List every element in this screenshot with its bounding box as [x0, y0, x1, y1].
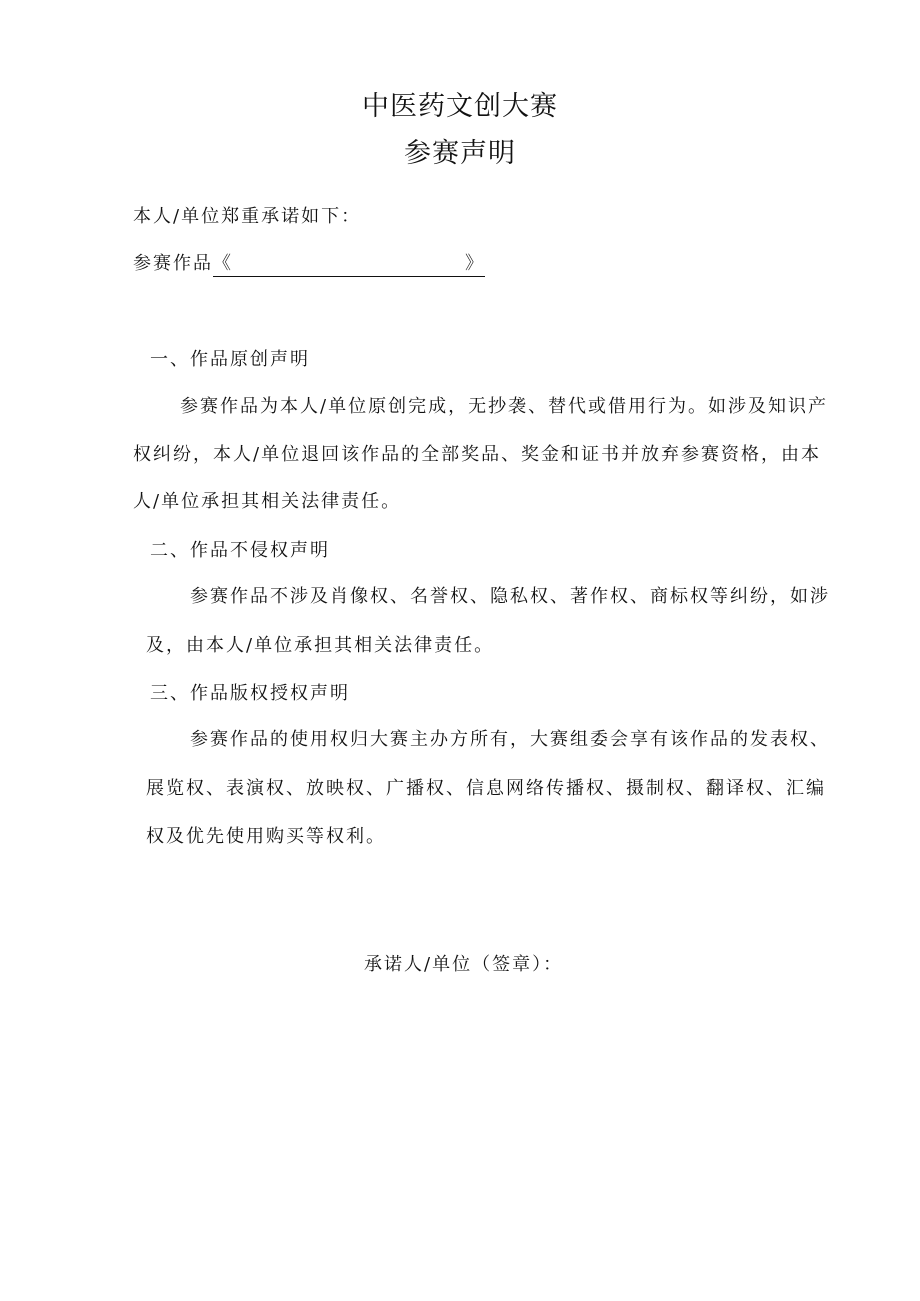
- signature-line: 承诺人/单位（签章）：: [364, 954, 564, 975]
- section-heading-non-infringement: 二、作品不侵权声明: [150, 540, 330, 561]
- section-text-line: 权纠纷，本人/单位退回该作品的全部奖品、奖金和证书并放弃参赛资格，由本: [133, 444, 822, 465]
- section-text-line: 权及优先使用购买等权利。: [146, 826, 386, 847]
- section-text-line: 人/单位承担其相关法律责任。: [133, 491, 402, 512]
- section-text-line: 及，由本人/单位承担其相关法律责任。: [146, 635, 495, 656]
- document-subtitle: 参赛声明: [404, 138, 516, 169]
- document-title: 中医药文创大赛: [362, 91, 558, 122]
- section-text-line: 参赛作品为本人/单位原创完成，无抄袭、替代或借用行为。如涉及知识产: [180, 396, 829, 417]
- entry-title-blank[interactable]: [213, 249, 485, 277]
- intro-statement: 本人/单位郑重承诺如下：: [133, 206, 362, 227]
- entry-title-label: 参赛作品: [133, 253, 213, 274]
- section-heading-originality: 一、作品原创声明: [150, 349, 310, 370]
- close-title-mark: 》: [465, 253, 485, 274]
- section-text-line: 展览权、表演权、放映权、广播权、信息网络传播权、摄制权、翻译权、汇编: [146, 778, 826, 799]
- section-text-line: 参赛作品不涉及肖像权、名誉权、隐私权、著作权、商标权等纠纷，如涉: [190, 586, 830, 607]
- section-heading-copyright-license: 三、作品版权授权声明: [150, 683, 350, 704]
- section-text-line: 参赛作品的使用权归大赛主办方所有，大赛组委会享有该作品的发表权、: [190, 729, 830, 750]
- open-title-mark: 《: [213, 253, 233, 274]
- entry-title-field: [133, 249, 485, 277]
